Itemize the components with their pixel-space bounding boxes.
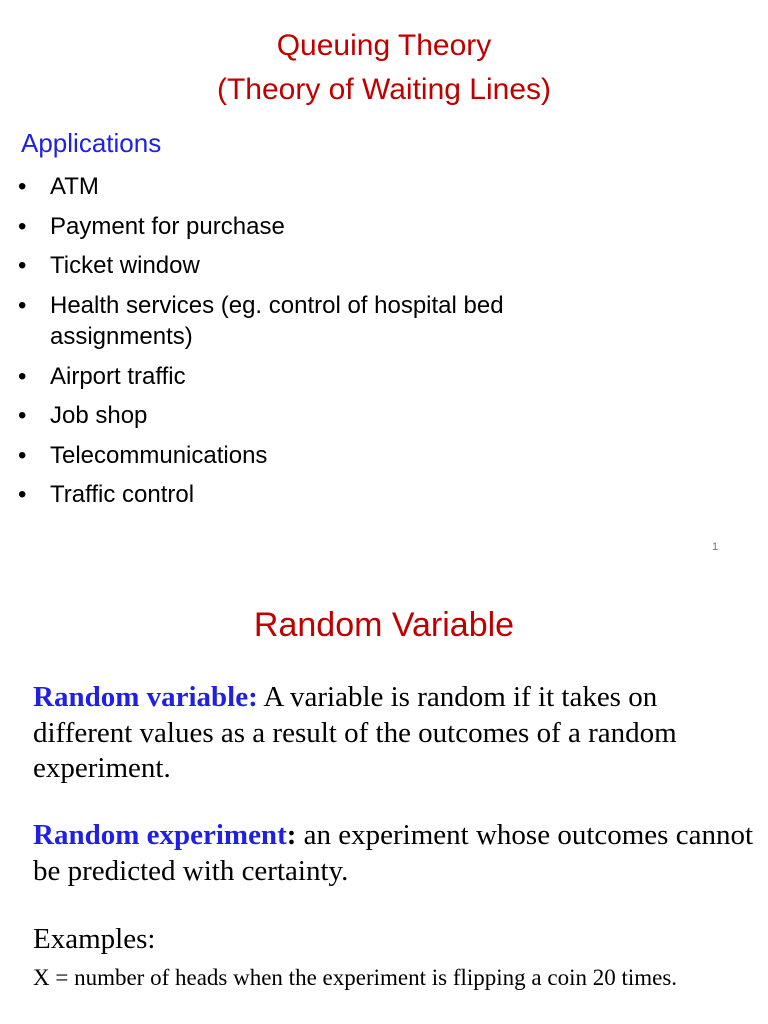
bullet-icon: • [18, 252, 27, 279]
applications-list [0, 171, 768, 519]
bullet-icon: • [18, 291, 27, 319]
bullet-icon: • [18, 441, 27, 469]
examples-label: Examples: [33, 923, 156, 955]
list-item: • Job shop [0, 400, 768, 432]
definition-text: A variable is random if it takes on different values as a result of the outcomes of a random experiment. [33, 681, 677, 784]
list-item: • Telecommunications [0, 440, 768, 472]
list-item: • Health services (eg. control of hospital bed assignments) [18, 291, 504, 350]
bullet-icon: • [18, 402, 27, 429]
definition-term: Random variable: [33, 681, 258, 713]
slide-1-title-line-2: (Theory of Waiting Lines) [216, 73, 551, 106]
applications-heading: Applications [21, 128, 162, 158]
list-item: • Ticket window [0, 250, 768, 282]
list-item: • ATM [0, 171, 768, 203]
slide-1-title-line-1: Queuing Theory [276, 29, 492, 62]
random-experiment-definition [33, 818, 753, 889]
example-item: X = number of heads when the experiment is flipping a coin 20 times. [33, 965, 678, 990]
bullet-icon: • [18, 173, 27, 200]
bullet-icon: • [18, 481, 27, 508]
list-item: • Airport traffic [0, 361, 768, 393]
slide-2-title: Random Variable [253, 606, 515, 644]
page-number: 1 [712, 541, 719, 553]
random-variable-definition [33, 680, 753, 787]
slide-2 [0, 570, 768, 1024]
bullet-icon: • [18, 212, 27, 240]
list-item: • Payment for purchase [0, 211, 768, 243]
list-item: • Traffic control [0, 479, 768, 511]
definition-term: Random experiment [33, 819, 287, 851]
definition-colon: : [286, 819, 297, 851]
bullet-icon: • [18, 362, 27, 390]
definition-text: an experiment whose outcomes cannot be predicted with certainty. [33, 819, 754, 887]
